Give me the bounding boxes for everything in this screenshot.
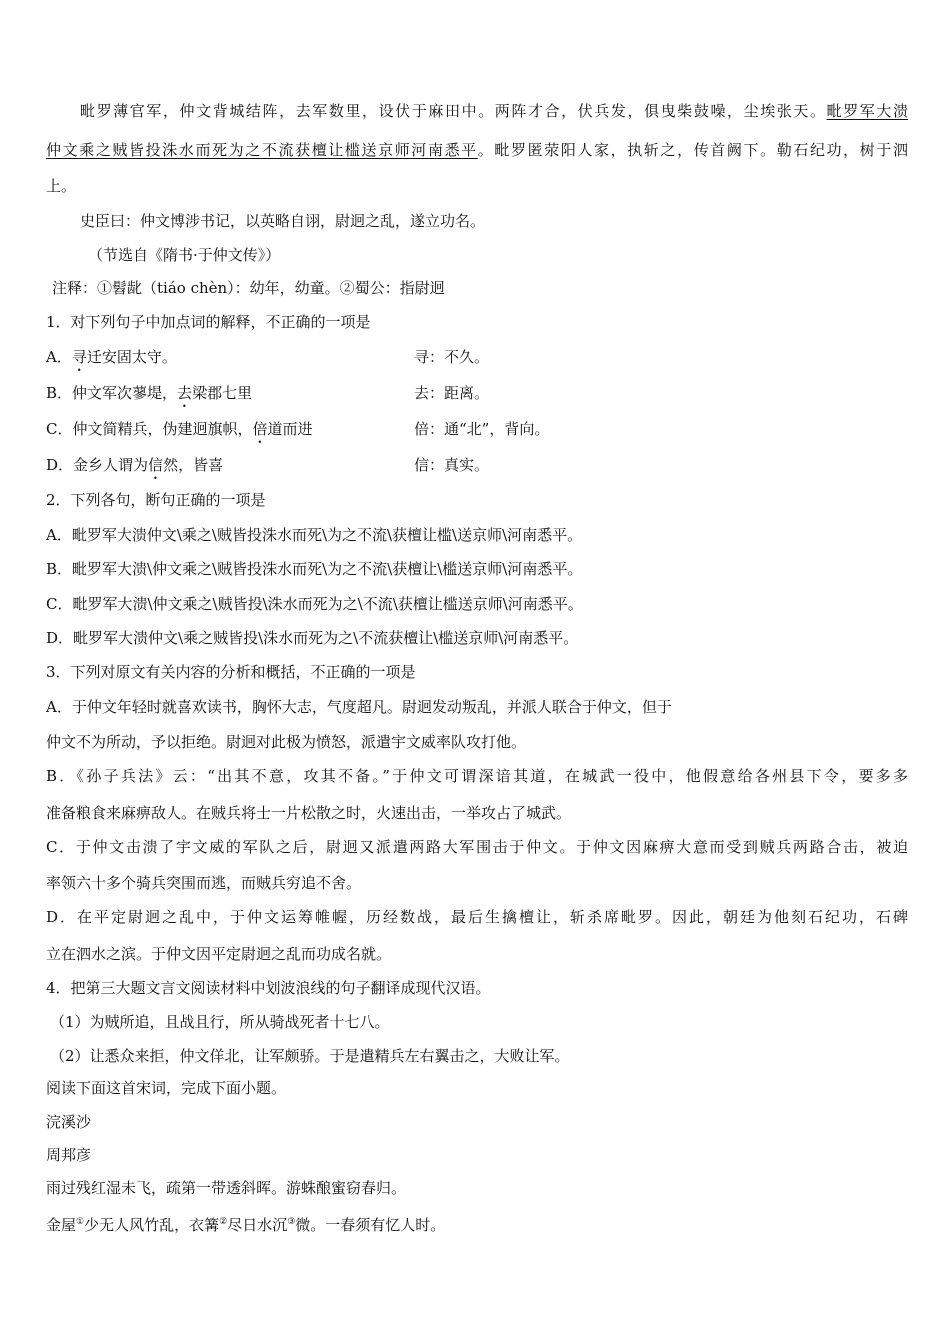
- poem-line-1: 雨过残红湿未飞，疏第一带透斜晖。游蛛酿蜜窃春归。: [46, 1179, 407, 1197]
- question-4-stem: 4．把第三大题文言文阅读材料中划波浪线的句子翻译成现代汉语。: [46, 979, 491, 997]
- question-3-option-b-line-2: 准备粮食来麻痹敌人。在贼兵将士一片松散之时，火速出击，一举攻占了城武。: [46, 804, 572, 822]
- wavy-underlined-sentence-b: 仲文乘之贼皆投洙水而死为之不流获檀让槛送京师河南悉平: [46, 141, 478, 159]
- question-1-stem: 1．对下列句子中加点词的解释，不正确的一项是: [46, 313, 371, 331]
- question-1-option-d: D．金乡人谓为信然，皆喜 信：真实。: [46, 456, 490, 474]
- historian-comment: 史臣曰：仲文博涉书记，以英略自诩，尉迥之乱，遂立功名。: [80, 212, 486, 230]
- annotation-notes: 注释：①髫龀（tiáo chèn）：幼年，幼童。②蜀公：指尉迥: [52, 279, 445, 297]
- dotted-word: 寻: [71, 348, 87, 366]
- question-3-option-d-line-2: 立在泗水之滨。于仲文因平定尉迥之乱而功成名就。: [46, 945, 392, 963]
- dotted-word: 倍: [252, 420, 268, 438]
- dotted-word: 去: [177, 384, 193, 402]
- question-4-item-1: （1）为贼所追，且战且行，所从骑战死者十七八。: [50, 1013, 390, 1031]
- question-2-option-b: B．毗罗军大溃\仲文乘之\贼皆投洙水而死\为之不流\获檀让\槛送京师\河南悉平。: [46, 560, 583, 578]
- footnote-marker: ①: [76, 1217, 85, 1227]
- question-2-option-d: D．毗罗军大溃仲文\乘之贼皆投\洙水而死为之\不流获檀让\槛送京师\河南悉平。: [46, 629, 579, 647]
- passage-text-a: 毗罗薄官军，仲文背城结阵，去军数里，设伏于麻田中。两阵才合，伏兵发，俱曳柴鼓噪，尘埃张天。: [80, 102, 827, 120]
- passage-line-1: [80, 100, 908, 122]
- question-2-stem: 2．下列各句，断句正确的一项是: [46, 491, 266, 509]
- question-1-option-a: A．寻迁安固太守。 寻：不久。: [46, 348, 490, 366]
- footnote-marker: ②: [219, 1217, 228, 1227]
- source-citation: （节选自《隋书·于仲文传》）: [88, 246, 281, 264]
- footnote-marker: ③: [287, 1217, 296, 1227]
- question-1-option-c: C．仲文简精兵，伪建迥旗帜，倍道而进 倍：通“北”，背向。: [46, 420, 550, 438]
- question-2-option-a: A．毗罗军大溃仲文\乘之\贼皆投洙水而死\为之不流\获檀让槛\送京师\河南悉平。: [46, 526, 583, 544]
- passage-line-3: 上。: [46, 177, 77, 195]
- option-gloss: 信：真实。: [414, 456, 490, 474]
- question-3-option-c-line-1: C．于仲文击溃了宇文威的军队之后，尉迥又派遣两路大军围击于仲文。于仲文因麻痹大意而受到贼兵两路合击，被迫: [46, 838, 908, 856]
- question-3-option-b-line-1: B．《孙子兵法》云：“出其不意，攻其不备。”于仲文可谓深谙其道，在城武一役中，他假意给各州县下令，要多多: [46, 767, 908, 785]
- option-gloss: 寻：不久。: [414, 348, 490, 366]
- passage-line-2: [46, 139, 908, 161]
- poem-title: 浣溪沙: [46, 1113, 92, 1131]
- question-3-option-a-line-2: 仲文不为所动，予以拒绝。尉迥对此极为愤怒，派遣宇文威率队攻打他。: [46, 733, 527, 751]
- dotted-word: 信: [148, 456, 164, 474]
- question-3-option-a-line-1: A．于仲文年轻时就喜欢读书，胸怀大志，气度超凡。尉迥发动叛乱，并派人联合于仲文，但于: [46, 698, 672, 716]
- poem-reading-intro: 阅读下面这首宋词，完成下面小题。: [46, 1079, 287, 1097]
- question-3-stem: 3．下列对原文有关内容的分析和概括，不正确的一项是: [46, 663, 416, 681]
- question-3-option-d-line-1: D．在平定尉迥之乱中，于仲文运筹帷幄，历经数战，最后生擒檀让，斩杀席毗罗。因此，朝廷为他刻石纪功，石碑: [46, 908, 908, 926]
- option-gloss: 倍：通“北”，背向。: [414, 420, 550, 438]
- passage-text-b: 。毗罗匿荥阳人家，执斩之，传首阙下。勒石纪功，树于泗: [477, 141, 908, 159]
- option-gloss: 去：距离。: [414, 384, 490, 402]
- question-4-item-2: （2）让悉众来拒，仲文佯北，让军颇骄。于是遣精兵左右翼击之，大败让军。: [50, 1047, 570, 1065]
- poem-author: 周邦彦: [46, 1146, 92, 1164]
- question-2-option-c: C．毗罗军大溃\仲文乘之\贼皆投\洙水而死为之\不流\获檀让槛送京师\河南悉平。: [46, 595, 583, 613]
- question-1-option-b: B．仲文军次蓼堤，去梁郡七里 去：距离。: [46, 384, 490, 402]
- poem-line-2: 金屋①少无人风竹乱，衣篝②尽日水沉③微。一春须有忆人时。: [46, 1216, 446, 1234]
- question-3-option-c-line-2: 率领六十多个骑兵突围而逃，而贼兵穷追不舍。: [46, 874, 362, 892]
- wavy-underlined-sentence-a: 毗罗军大溃: [826, 102, 908, 120]
